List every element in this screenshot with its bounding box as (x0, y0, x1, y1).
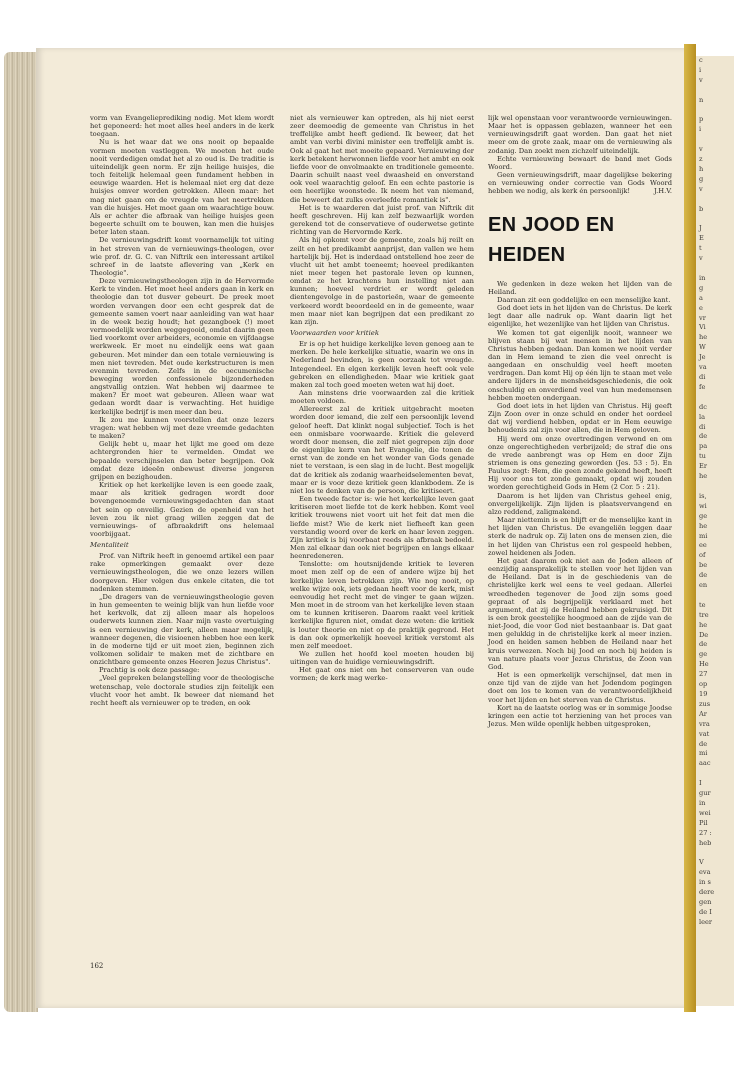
quote-paragraph: „De dragers van de vernieuwingstheologie geven in hun gemeenten te weinig blijk van hun liefde voor het kerkvolk, dat zij alleen maar als hopeloos ouderwets kunnen zien. Naar mijn vaste overtuiging is een vernieuwing der kerk, alleen maar mogelijk, wanneer degenen, die visioenen hebben hoe een kerk in de moderne tijd er uit moet zien, beginnen zich volkomen solidair te maken met de zichtbare en onzichtbare gemeente onzes Heeren Jezus Christus". (90, 592, 274, 667)
paragraph: lijk wel openstaan voor verantwoorde vernieuwingen. Maar het is oppassen geblazen, wanneer het een vernieuwingsdrift gaat worden. Dan gaat het niet meer om de grote zaak, maar om de vernieuwing als zodanig. Dan zoekt men zichzelf uiteindelijk. (488, 114, 672, 155)
paragraph: Deze vernieuwingstheologen zijn in de Hervormde Kerk te vinden. Het moet heel anders gaan in kerk en theologie dan tot dusver gebeurt. De preek moet worden vervangen door een echt gesprek dat de gemeente samen voert naar aanleiding van wat haar in de week bezig houdt; het gezangboek (!) moet vermoedelijk worden weggegooid, omdat daarin geen lied voorkomt over arbeiders, economie en vijfdaagse werkweek. Er moet nu eindelijk eens wat gaan gebeuren. Met minder dan een totale vernieuwing is men niet tevreden. Met oude kerkstructuren is men evenmin tevreden. Zelfs in de oecumenische beweging worden confessionele bijzonderheden angstvallig ontzien. Wat hebben wij daarmee te maken? Er moet wat gebeuren. Alleen waar wat gedaan wordt daar is verwachting. Het huidige kerkelijke bedrijf is men meer dan beu. (90, 277, 274, 416)
facing-page-fragment: I (699, 779, 702, 788)
facing-page-fragment: g (699, 283, 704, 292)
facing-page-fragment: z (699, 155, 703, 164)
facing-page-fragment: tre (699, 610, 709, 619)
facing-page-fragment: mi (699, 531, 708, 540)
author-signature: J.H.V. (653, 187, 672, 196)
paragraph: vorm van Evangelieprediking nodig. Met klem wordt het geponeerd: het moet alles heel anders in de kerk toegaan. (90, 114, 274, 139)
facing-page-fragment: V (699, 858, 704, 867)
paragraph: Echte vernieuwing bewaart de band met Gods Woord. (488, 154, 672, 171)
facing-page-fragment: va (699, 363, 707, 372)
paragraph: Nu is het waar dat we ons nooit op bepaalde vormen moeten vastleggen. We moeten het oude nooit verdedigen omdat het al zo oud is. De traditie is uiteindelijk geen norm. Er zijn heilige huisjes, die toch feitelijk helemaal geen fundament hebben in eeuwige waarden. Het is helemaal niet erg dat deze huisjes omver worden getrokken. Alleen maar: het mag niet gaan om de vreugde van het neertrekken van die huisjes. Het moet gaan om waarachtige bouw. Als er achter die afbraak van heilige huisjes geen begeerte schuilt om te bouwen, kan men die huisjes beter laten staan. (90, 138, 274, 237)
facing-page-fragment: v (699, 145, 703, 154)
paragraph: Daaraan zit een goddelijke en een menselijke kant. (497, 295, 671, 304)
facing-page-fragment: dc (699, 402, 707, 411)
facing-page-fragment: di (699, 373, 706, 381)
facing-page-fragment: op (699, 680, 708, 689)
quote-paragraph: „Veel gepreken belangstelling voor de theologische wetenschap, vele doctorale studies zijn feitelijk een vlucht voor het ambt. Ik beweer dat niemand het recht heeft als vernieuwer op te treden, en ook (90, 674, 274, 707)
facing-page-fragment: of (699, 551, 706, 560)
facing-page-fragment: te (699, 600, 706, 609)
facing-page-fragment (696, 591, 734, 601)
facing-page-fragment: Je (699, 353, 706, 362)
facing-page-fragment: he (699, 472, 708, 481)
facing-page-edge (696, 56, 734, 1006)
facing-page-fragment (696, 849, 734, 859)
facing-page-fragment: Vi (699, 323, 706, 332)
facing-page-fragment: v (699, 254, 703, 263)
facing-page-fragment: W (699, 343, 706, 352)
facing-page-fragment: is, (699, 491, 707, 500)
paragraph: Het gaat daarom ook niet aan de Joden alleen of eenzijdig aansprakelijk te stellen voor het lijden van de Heiland. Dat is in de geschiedenis van de christelijke kerk wel eens te veel gedaan. Allerlei wreedheden tegenover de Jood zijn soms goed gepraat of als begrijpelijk verklaard met het argument, dat zij de Heiland hebben gekruisigd. Dit is een brok geestelijke hoogmoed aan de zijde van de niet-Jood, die voor God niet bestaanbaar is. Dat gaat men gelukkig in de christelijke kerk al meer inzien. Jood en heiden samen hebben de Heiland naar het kruis verwezen. Noch bij Jood en noch bij heiden is van nature plaats voor Jezus Christus, de Zoon van God. (488, 556, 672, 671)
page-number: 162 (90, 962, 104, 970)
facing-page-fragment (696, 769, 734, 779)
paragraph: Het is te waarderen dat juist prof. van Niftrik dit heeft geschreven. Hij kan zelf bezwaarlijk worden gerekend tot de conservatieve of ouderwetse getinte richting van de Hervormde Kerk. (290, 203, 474, 237)
paragraph: Een tweede factor is: wie het kerkelijke leven gaat kritiseren moet liefde tot de kerk hebben. Komt veel kritiek trouwens niet voort uit het feit dat men die liefde mist? Wie de kerk niet liefheeft kan geen verstandig woord over de kerk en haar leven zeggen. Zijn kritiek is bij voorbaat reeds als afbraak bedoeld. Men zal elkaar dan ook niet begrijpen en langs elkaar heenredeneren. (290, 495, 474, 561)
paragraph: Als hij opkomt voor de gemeente, zoals hij reilt en zeilt en het predikambt aanprijst, dan vallen we hem hartelijk bij. Het is inderdaad ontstellend hoe zeer de vlucht uit het ambt toeneemt; hoeveel predikanten niet meer tegen het pastorale leven op kunnen, omdat ze het krachtens hun instelling niet aan kunnen; hoeveel verdriet er wordt geleden dientengevolge in de pastorieën, waar de gemeente verkeerd wordt beoordeeld en in de gemeente, waar men maar niet kan begrijpen dat een predikant zo kan zijn. (290, 236, 474, 326)
facing-page-fragment: de (699, 571, 708, 580)
paragraph: We zullen het hoofd koel moeten houden bij uitingen van de huidige vernieuwingsdrift. (290, 650, 474, 667)
facing-page-fragment: leer (699, 917, 713, 926)
facing-page-fragment: la (699, 412, 706, 421)
facing-page-fragment (696, 106, 734, 116)
facing-page-fragment: De (699, 630, 709, 639)
facing-page-fragment (696, 135, 734, 145)
paragraph: God doet iets in het lijden van Christus. Hij geeft Zijn Zoon over in onze schuld en onder het oordeel dat wij verdiend hebben, opdat er in Hem eeuwige behoudenis zal zijn voor allen, die in Hem geloven. (488, 401, 672, 435)
paragraph: Er is op het huidige kerkelijke leven genoeg aan te merken. De hele kerkelijke situatie, waarin we ons in Nederland bevinden, is geen oorzaak tot vreugde. Integendeel. En elgen kerkelijk leven heeft ook vele gebreken en ellendigheden. Maar wie kritiek gaat maken zal toch goed moeten weten wat hij doet. (290, 340, 474, 389)
facing-page-fragment: v (699, 184, 703, 193)
paragraph: Ik zou me kunnen voorstellen dat onze lezers vragen: wat hebben wij met deze vreemde gedachten te maken? (90, 415, 274, 441)
facing-page-fragment: he (699, 521, 708, 530)
paragraph: Aan minstens drie voorwaarden zal die kritiek moeten voldoen. (290, 389, 474, 406)
facing-page-fragment: n (699, 95, 704, 104)
facing-page-fragment: de (699, 739, 708, 748)
facing-page-fragment: de I (699, 907, 712, 916)
facing-page-fragment: h (699, 164, 704, 173)
paragraph: Tenslotte: om houtsnijdende kritiek te leveren moet men zelf op de een of andere wijze bij het kerkelijke leven betrokken zijn. Wie nog nooit, op welke wijze ook, iets gedaan heeft voor de kerk, mist eenvoudig het recht met de vinger te gaan wijzen. Men moet in de stroom van het kerkelijke leven staan om te kunnen kritiseren. Daarom raakt veel kritiek kerkelijke figuren niet, omdat deze weten: die kritiek is louter theorie en niet op de praktijk gegrond. Het is dan ook opmerkelijk hoeveel kritiek verstomt als men zelf meedoet. (290, 560, 474, 650)
paragraph: Maar niettemin is en blijft er de menselijke kant in het lijden van Christus. De evangeliën leggen daar sterk de nadruk op. Zij laten ons de mensen zien, die in het lijden van Christus een rol gespeeld hebben, zowel heidenen als Joden. (488, 516, 672, 557)
paragraph: Kort na de laatste oorlog was er in sommige Joodse kringen een actie tot herziening van het proces van Jezus. Men wilde openlijk hebben uitgesproken, (488, 703, 672, 728)
facing-page-fragment: he (699, 333, 708, 342)
paragraph-text: Geen vernieuwingsdrift, maar dagelijkse bekering en vernieuwing onder correctie van Gods Woord hebben we nodig, als kerk én persoonlijk! (488, 171, 672, 196)
facing-page-fragment: heb (699, 838, 712, 847)
facing-page-fragment: Pil (699, 818, 708, 827)
facing-page-fragment: a (699, 293, 703, 302)
facing-page-fragment: t (699, 244, 702, 253)
article-headline: EN JOOD EN HEIDEN (488, 213, 615, 266)
paragraph (488, 171, 672, 195)
paragraph: Prof. van Niftrik heeft in genoemd artikel een paar rake opmerkingen gemaakt over deze vernieuwingstheologen, die we onze lezers willen doorgeven. Hier volgen dus enkele citaten, die tot nadenken stemmen. (90, 552, 274, 593)
paragraph: We gedenken in deze weken het lijden van de Heiland. (488, 279, 672, 296)
paragraph: Allereerst zal de kritiek uitgebracht moeten worden door iemand, die zelf een persoonlijk levend geloof heeft. Dat klinkt nogal subjectief. Toch is het een onmisbare voorwaarde. Kritiek die geleverd wordt door mensen, die zelf niet gegrepen zijn door de eigenlijke kern van het Evangelie, die tonen de ernst van de zonde en het wonder van Gods genade niet te verstaan, is een slag in de lucht. Best mogelijk dat de kritiek als zodanig waarheidselementen bevat, maar er is voor deze kritiek geen klankbodem. Ze is niet los te denken van de persoon, die kritiseert. (290, 405, 474, 495)
facing-page-fragment: i (699, 65, 702, 74)
facing-page-fragment: gen (699, 898, 712, 907)
facing-page-fragment: de (699, 432, 708, 441)
paragraph: Daarom is het lijden van Christus geheel enig, onvergelijkelijk. Zijn lijden is plaatsvervangend en alzo reddend, zaligmakend. (488, 491, 672, 516)
facing-page-fragment: vat (699, 729, 710, 738)
facing-page-fragment (696, 215, 734, 225)
facing-page-fragment: J (699, 224, 702, 233)
facing-page-fragment: E (699, 234, 704, 243)
facing-page-fragment: gur (699, 789, 711, 798)
facing-page-fragment: c (699, 56, 703, 64)
column-1 (90, 114, 274, 707)
facing-page-fragment: 27 : (699, 828, 712, 837)
facing-page-fragment: de (699, 640, 708, 649)
facing-page-fragment: pa (699, 442, 708, 451)
facing-page-fragment: vra (699, 719, 710, 728)
paragraph: niet als vernieuwer kan optreden, als hij niet eerst zeer deemoedig de gemeente van Christus in het treffelijke ambt heeft gediend. Ik beweer, dat het ambt van verbi divini minister een treffelijk ambt is. Ook al gaat het met moeite gepaard. Vernieuwing der kerk betekent herwonnen liefde voor het ambt en ook liefde voor de onvolmaakte en traditionele gemeente. Daarin schuilt naast veel dwaasheid en onverstand ook veel waarachtig geloof. En een echte pastorie is een heerlijke woonstede. Ik neem het van niemand, die beweert dat zulks overleefde romantiek is". (290, 114, 474, 204)
facing-page-fragment: e (699, 303, 703, 312)
paragraph: De vernieuwingsdrift komt voornamelijk tot uiting in het streven van de vernieuwings-theologen, over wie prof. dr. G. C. van Niftrik een interessant artikel schreef in de laatste aflevering van „Kerk en Theologie". (90, 236, 274, 277)
paragraph: We komen tot gat eigenlijk nooit, wanneer we blijven staan bij wat mensen in het lijden van Christus hebben gedaan. Dan komen we nooit verder dan in Hem iemand te zien die veel onrecht is aangedaan en onschuldig veel heeft moeten verdragen. Dan komt Hij op één lijn te staan met vele andere lijders in de mensheidsgeschiedenis, die ook onschuldig en onverdiend veel van hun medemensen hebben moeten ondergaan. (488, 328, 672, 402)
facing-page-fragment: en (699, 581, 708, 590)
paragraph: Hij werd om onze overtredingen verwond en om onze ongerechtigheden verbrijzeld; de straf die ons de vrede aanbrengt was op Hem en door Zijn striemen is ons genezing geworden (Jes. 53 : 5). En Paulus zegt: Hem, die geen zonde gekend heeft, heeft Hij voor ons tot zonde gemaakt, opdat wij zouden worden gerechtigheid Gods in Hem (2 Cor. 5 : 21). (488, 434, 672, 492)
facing-page-fragment: ge (699, 650, 708, 659)
facing-page-fragment: ge (699, 511, 708, 520)
binding-gutter (684, 44, 696, 1012)
facing-page-fragment: v (699, 75, 703, 84)
facing-page-fragment: fe (699, 382, 706, 391)
facing-page-fragment: in s (699, 878, 711, 887)
paragraph: Prachtig is ook deze passage: (99, 666, 200, 675)
column-3 (488, 114, 672, 728)
facing-page-fragment: dere (699, 888, 715, 897)
column-2 (290, 114, 474, 683)
facing-page-fragment: in (699, 273, 706, 282)
facing-page-fragment: aac (699, 759, 711, 768)
facing-page-fragment: zus (699, 699, 711, 708)
facing-page-fragment (696, 264, 734, 274)
facing-page-fragment: mi (699, 749, 708, 758)
paragraph: Het gaat ons niet om het conserveren van oude vormen; de kerk mag werke- (290, 666, 474, 683)
facing-page-fragment: di (699, 422, 706, 431)
facing-page-fragment: i (699, 125, 702, 134)
facing-page-fragment: p (699, 115, 704, 124)
facing-page-fragment: 27 (699, 670, 708, 679)
facing-page-fragment: wi (699, 501, 707, 510)
facing-page-fragment: vr (699, 313, 706, 322)
facing-page-fragment: ee (699, 541, 707, 550)
facing-page-fragment: Er (699, 462, 707, 471)
facing-page-fragment (696, 195, 734, 205)
facing-page-fragment: eva (699, 868, 711, 877)
facing-page-fragment: wei (699, 808, 711, 817)
facing-page-fragment: be (699, 561, 708, 570)
facing-page-fragment (696, 86, 734, 96)
facing-page-fragment: Ar (699, 709, 707, 718)
section-heading-voorwaarden: Voorwaarden voor kritiek (290, 329, 380, 338)
paragraph: Kritiek op het kerkelijke leven is een goede zaak, maar als kritiek gedragen wordt door bovengenoemde vernieuwingsgedachten dan staat het sein op onveilig. Gezien de openheid van het leven zou ik niet graag willen zeggen dat de vernieuwings- of afbraakdrift ons helemaal voorbijgaat. (90, 481, 274, 538)
facing-page-fragment (696, 482, 734, 492)
facing-page-fragment: g (699, 174, 704, 183)
paragraph: Gelijk hebt u, maar het lijkt me goed om deze achtergronden hier te vermelden. Omdat we bepaalde verschijnselen dan beter begrijpen. Ook omdat deze ideeën onbewust diverse jongeren grijpen en bezighouden. (90, 440, 274, 481)
facing-page-fragment (696, 393, 734, 403)
facing-page-fragment: He (699, 660, 709, 669)
section-heading-mentaliteit: Mentaliteit (90, 541, 129, 550)
facing-page-fragment: tu (699, 452, 706, 461)
facing-page-fragment: 19 (699, 690, 708, 698)
facing-page-fragment: b (699, 204, 704, 213)
facing-page-fragment: he (699, 620, 708, 629)
page-edges (4, 52, 38, 1012)
paragraph: God doet iets in het lijden van de Christus. De kerk legt daar alle nadruk op. Want daarin ligt het eigenlijke, het wezenlijke van het lijden van Christus. (488, 304, 672, 329)
facing-page-fragment: in (699, 798, 706, 807)
paragraph: Het is een opmerkelijk verschijnsel, dat men in onze tijd van de zijde van het Jodendom pogingen doet om los te komen van de verantwoordelijkheid voor het lijden en het sterven van de Christus. (488, 671, 672, 704)
